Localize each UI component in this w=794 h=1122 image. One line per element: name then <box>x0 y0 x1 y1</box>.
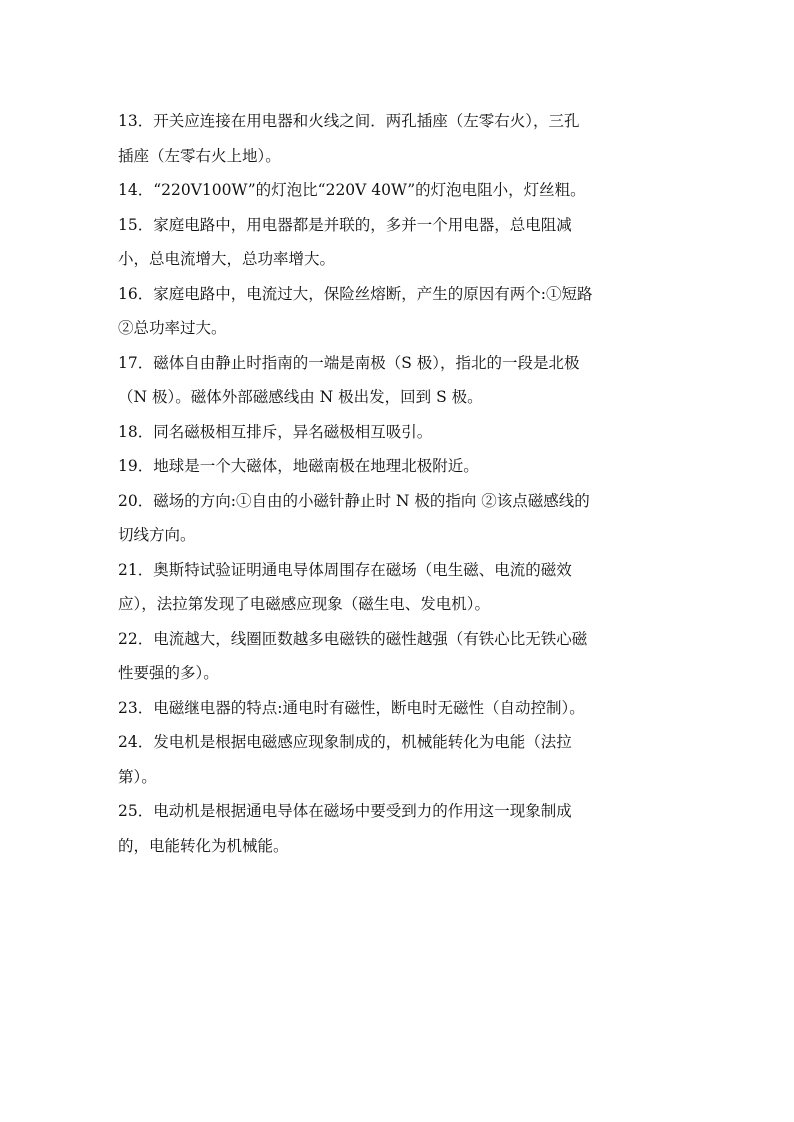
text-line: 性要强的多）。 <box>118 664 219 682</box>
text-line: 小，总电流增大，总功率增大。 <box>118 250 336 268</box>
text-line: 第）。 <box>118 767 157 786</box>
text-line: 的，电能转化为机械能。 <box>118 836 289 855</box>
text-line: 20．磁场的方向:①自由的小磁针静止时 N 极的指向 ②该点磁感线的 <box>118 491 590 510</box>
text-line: 18．同名磁极相互排斥，异名磁极相互吸引。 <box>118 422 433 441</box>
text-line: 14．“220V100W”的灯泡比“220V 40W”的灯泡电阻小，灯丝粗。 <box>118 181 586 199</box>
text-line: 17．磁体自由静止时指南的一端是南极（S 极），指北的一段是北极 <box>118 353 580 372</box>
text-line: 16．家庭电路中，电流过大，保险丝熔断，产生的原因有两个:①短路 <box>118 284 593 303</box>
text-line: 应），法拉第发现了电磁感应现象（磁生电、发电机）。 <box>118 595 491 613</box>
text-line: 15．家庭电路中，用电器都是并联的，多并一个用电器，总电阻减 <box>118 215 572 234</box>
text-line: 19．地球是一个大磁体，地磁南极在地理北极附近。 <box>118 457 479 475</box>
document-body <box>118 104 678 863</box>
text-line: 切线方向。 <box>118 526 196 544</box>
text-line: 23．电磁继电器的特点:通电时有磁性，断电时无磁性（自动控制）。 <box>118 698 585 717</box>
text-line: 22．电流越大，线圈匝数越多电磁铁的磁性越强（有铁心比无铁心磁 <box>118 629 588 648</box>
text-line: （N 极）。磁体外部磁感线由 N 极出发，回到 S 极。 <box>118 388 483 406</box>
text-line: 25．电动机是根据通电导体在磁场中要受到力的作用这一现象制成 <box>118 802 572 820</box>
text-line: 插座（左零右火上地）。 <box>118 146 281 165</box>
text-line: 24．发电机是根据电磁感应现象制成的，机械能转化为电能（法拉 <box>118 733 572 751</box>
text-line: 13．开关应连接在用电器和火线之间．两孔插座（左零右火），三孔 <box>118 112 580 130</box>
text-line: 21．奥斯特试验证明通电导体周围存在磁场（电生磁、电流的磁效 <box>118 560 572 579</box>
text-line: ②总功率过大。 <box>118 319 227 337</box>
